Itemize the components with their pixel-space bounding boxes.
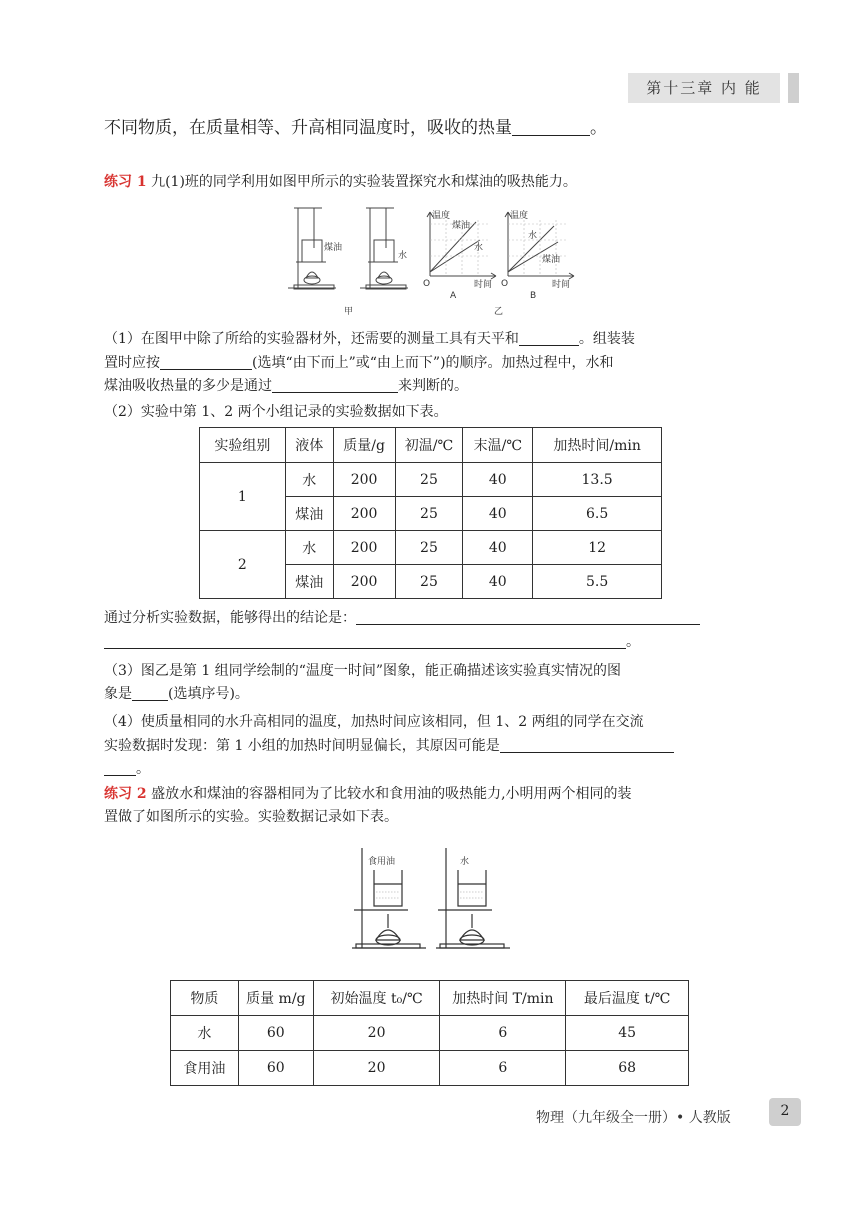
q4-line2 bbox=[104, 736, 764, 756]
table-header: 初始温度 t₀/℃ bbox=[313, 981, 440, 1016]
table-cell: 水 bbox=[285, 463, 333, 497]
q2-text: （2）实验中第 1、2 两个小组记录的实验数据如下表。 bbox=[104, 404, 448, 420]
table-cell: 煤油 bbox=[285, 565, 333, 599]
table-cell: 25 bbox=[395, 531, 463, 565]
q1-text-1: （1）在图甲中除了所给的实验器材外，还需要的测量工具有天平和 bbox=[104, 331, 519, 347]
fig2-label-water: 水 bbox=[460, 857, 470, 867]
ex2-text-1: 盛放水和煤油的容器相同为了比较水和食用油的吸热能力,小明用两个相同的装 bbox=[151, 786, 632, 802]
fig-caption-yi: 乙 bbox=[494, 307, 504, 317]
q1-text-2b: (选填“由下而上”或“由上而下”)的顺序。加热过程中，水和 bbox=[252, 355, 614, 371]
ex2-line2 bbox=[104, 807, 764, 827]
fig-a-letter: A bbox=[450, 291, 457, 301]
table-cell: 40 bbox=[463, 463, 533, 497]
ex1-data-table bbox=[199, 427, 662, 599]
ex2-data-table bbox=[170, 980, 689, 1086]
fig-b-time: 时间 bbox=[552, 280, 571, 290]
fig-a-origin: O bbox=[423, 279, 431, 289]
conclusion-blank-1[interactable] bbox=[356, 608, 700, 625]
table-header: 加热时间/min bbox=[533, 428, 662, 463]
q4-text-1: （4）使质量相同的水升高相同的温度，加热时间应该相同，但 1、2 两组的同学在交流 bbox=[104, 714, 644, 730]
table-cell: 25 bbox=[395, 463, 463, 497]
conclusion-line1 bbox=[104, 608, 764, 628]
q1-text-3a: 煤油吸收热量的多少是通过 bbox=[104, 378, 272, 394]
table-cell: 煤油 bbox=[285, 497, 333, 531]
q4-text-2: 实验数据时发现：第 1 小组的加热时间明显偏长，其原因可能是 bbox=[104, 738, 500, 754]
ex1-figure bbox=[280, 200, 580, 318]
intro-line bbox=[104, 118, 764, 138]
conclusion-text: 通过分析实验数据，能够得出的结论是： bbox=[104, 610, 356, 626]
footer-book-title: 物理（九年级全一册）• 人教版 bbox=[536, 1110, 731, 1126]
table-header: 末温/℃ bbox=[463, 428, 533, 463]
table-cell: 6.5 bbox=[533, 497, 662, 531]
q2-line bbox=[104, 402, 764, 422]
table-cell: 60 bbox=[238, 1051, 313, 1086]
fig-a-kerosene: 煤油 bbox=[452, 221, 471, 231]
q4-blank-1[interactable] bbox=[500, 736, 674, 753]
fig-a-water: 水 bbox=[474, 243, 484, 253]
table-header: 加热时间 T/min bbox=[440, 981, 566, 1016]
ex1-label: 练习 1 bbox=[104, 174, 147, 190]
table-cell: 60 bbox=[238, 1016, 313, 1051]
ex1-heading bbox=[104, 172, 764, 192]
fig-label-kerosene: 煤油 bbox=[324, 243, 343, 253]
intro-end: 。 bbox=[590, 118, 607, 138]
table-cell: 200 bbox=[333, 463, 395, 497]
fig-b-water: 水 bbox=[528, 231, 538, 241]
fig-label-water: 水 bbox=[398, 251, 408, 261]
q1-text-2a: 置时应按 bbox=[104, 355, 160, 371]
table-header: 液体 bbox=[285, 428, 333, 463]
ex2-text-2: 置做了如图所示的实验。实验数据记录如下表。 bbox=[104, 809, 398, 825]
table-row bbox=[171, 1016, 689, 1051]
table-header: 物质 bbox=[171, 981, 239, 1016]
table-cell: 25 bbox=[395, 497, 463, 531]
chapter-tab-edge bbox=[788, 73, 799, 103]
conclusion-blank-2[interactable] bbox=[104, 632, 626, 649]
table-header: 最后温度 t/℃ bbox=[566, 981, 689, 1016]
q3-text-2a: 象是 bbox=[104, 686, 132, 702]
q1-blank-tool[interactable] bbox=[519, 329, 579, 346]
group-cell: 2 bbox=[200, 531, 286, 599]
table-cell: 40 bbox=[463, 565, 533, 599]
table-cell: 68 bbox=[566, 1051, 689, 1086]
q4-blank-2[interactable] bbox=[104, 759, 136, 776]
q1-line1 bbox=[104, 329, 764, 349]
table-cell: 45 bbox=[566, 1016, 689, 1051]
table-cell: 20 bbox=[313, 1051, 440, 1086]
fig-caption-jia: 甲 bbox=[344, 307, 354, 317]
table-cell: 25 bbox=[395, 565, 463, 599]
table-row bbox=[171, 1051, 689, 1086]
q1-line3 bbox=[104, 376, 764, 396]
intro-text: 不同物质，在质量相等、升高相同温度时，吸收的热量 bbox=[104, 118, 512, 138]
conclusion-line2 bbox=[104, 632, 764, 652]
table-cell: 40 bbox=[463, 497, 533, 531]
q1-blank-order[interactable] bbox=[160, 353, 252, 370]
table-cell: 食用油 bbox=[171, 1051, 239, 1086]
fig-b-kerosene: 煤油 bbox=[542, 255, 561, 265]
ex2-figure bbox=[350, 840, 532, 956]
q3-line1 bbox=[104, 661, 764, 681]
table-cell: 13.5 bbox=[533, 463, 662, 497]
q4-line3 bbox=[104, 759, 764, 779]
table-cell: 200 bbox=[333, 565, 395, 599]
table-cell: 12 bbox=[533, 531, 662, 565]
table-cell: 6 bbox=[440, 1016, 566, 1051]
ex1-text: 九(1)班的同学利用如图甲所示的实验装置探究水和煤油的吸热能力。 bbox=[151, 174, 577, 190]
q3-line2 bbox=[104, 684, 764, 704]
fig-b-letter: B bbox=[530, 291, 537, 301]
fig-a-time: 时间 bbox=[474, 280, 493, 290]
group-cell: 1 bbox=[200, 463, 286, 531]
table-cell: 水 bbox=[171, 1016, 239, 1051]
fig-a-temp: 温度 bbox=[432, 211, 451, 221]
chapter-tab: 第十三章 内 能 bbox=[628, 73, 780, 103]
q1-line2 bbox=[104, 353, 764, 373]
q4-line1 bbox=[104, 712, 764, 732]
table-row bbox=[200, 531, 662, 565]
conclusion-end: 。 bbox=[626, 634, 640, 650]
intro-blank[interactable] bbox=[512, 119, 590, 136]
q3-text-2b: (选填序号)。 bbox=[168, 686, 249, 702]
ex2-line1 bbox=[104, 784, 764, 804]
q1-text-1-end: 。组装装 bbox=[578, 331, 635, 347]
table-cell: 40 bbox=[463, 531, 533, 565]
table-cell: 20 bbox=[313, 1016, 440, 1051]
table-header: 实验组别 bbox=[200, 428, 286, 463]
table-cell: 水 bbox=[285, 531, 333, 565]
table-header: 质量 m/g bbox=[238, 981, 313, 1016]
fig-b-temp: 温度 bbox=[510, 211, 529, 221]
q4-end: 。 bbox=[136, 761, 150, 777]
fig2-label-oil: 食用油 bbox=[368, 857, 396, 867]
q1-blank-method[interactable] bbox=[272, 376, 398, 393]
table-row bbox=[200, 463, 662, 497]
q3-blank[interactable] bbox=[132, 684, 168, 701]
table-cell: 200 bbox=[333, 497, 395, 531]
table-header: 初温/℃ bbox=[395, 428, 463, 463]
table-header: 质量/g bbox=[333, 428, 395, 463]
page-number: 2 bbox=[769, 1098, 801, 1126]
ex2-label: 练习 2 bbox=[104, 786, 147, 802]
fig-b-origin: O bbox=[501, 279, 509, 289]
q3-text-1: （3）图乙是第 1 组同学绘制的“温度一时间”图象，能正确描述该实验真实情况的图 bbox=[104, 663, 622, 679]
table-cell: 6 bbox=[440, 1051, 566, 1086]
table-cell: 5.5 bbox=[533, 565, 662, 599]
q1-text-3b: 来判断的。 bbox=[398, 378, 468, 394]
table-cell: 200 bbox=[333, 531, 395, 565]
